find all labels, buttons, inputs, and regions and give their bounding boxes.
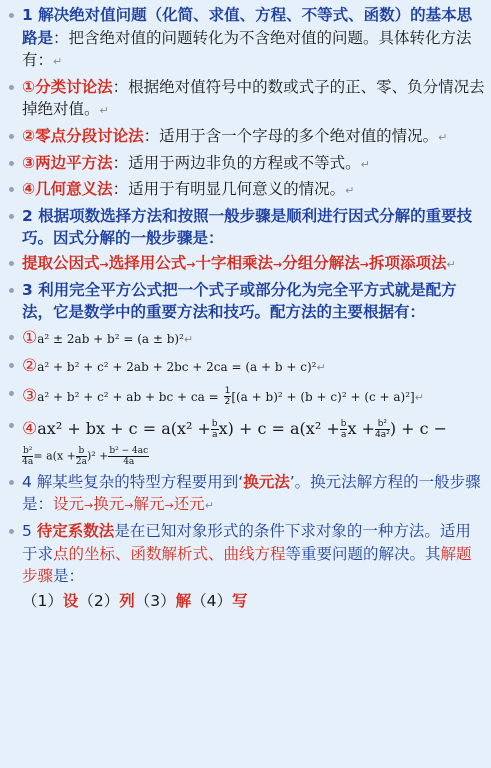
absolute-value-heading: 1 解决绝对值问题（化简、求值、方程、不等式、函数）的基本思路是	[22, 6, 473, 47]
step-order: （3）	[134, 591, 176, 610]
fraction: $\frac{1}{2}$	[224, 385, 231, 407]
formula-lhs: a² + b² + c² + ab + bc + ca =	[37, 389, 219, 404]
formula-2	[6, 354, 485, 380]
method-text: ：适用于含一个字母的多个绝对值的情况。	[143, 126, 439, 145]
step: 设元	[53, 495, 85, 514]
solution-steps	[6, 590, 485, 612]
step: 分组分解法	[282, 253, 360, 272]
fraction: $\frac{\text{b² − 4ac}}{4a}$	[109, 445, 149, 467]
paragraph-mark: ↵	[345, 184, 355, 198]
method-zero-point	[6, 125, 485, 150]
step: 拆项添项法	[368, 253, 447, 272]
formula-part: )² +	[86, 449, 109, 463]
arrow: →	[272, 257, 283, 271]
arrow: →	[124, 499, 134, 513]
method-title: ③两边平方法	[22, 153, 113, 172]
method-title: ④几何意义法	[22, 180, 113, 199]
step: 十字相乘法	[195, 253, 273, 272]
paragraph-factoring	[6, 205, 485, 250]
method-text: ：根据绝对值符号中的数或式子的正、零、负分情况去掉绝对值。	[22, 77, 485, 119]
substitution-text: ’。换元法解方程的一般步骤是：	[22, 472, 481, 514]
step: 换元	[93, 495, 125, 514]
formula-part: x +	[347, 418, 375, 438]
step: 选择用公式	[108, 253, 187, 272]
formula-rhs: [(a + b)² + (b + c)² + (c + a)²]	[231, 389, 415, 404]
text: 等重要问题的解决。其	[285, 544, 441, 563]
method-text: ：适用于两边非负的方程或不等式。	[112, 153, 361, 172]
substitution-term: 换元法	[243, 472, 290, 491]
absolute-value-text: ：把含绝对值的问题转化为不含绝对值的问题。具体转化方法有：	[22, 28, 472, 70]
formula-1	[6, 326, 485, 352]
paragraph-mark: ↵	[316, 360, 326, 374]
paragraph-mark: ↵	[360, 157, 370, 171]
substitution-text: 4 解某些复杂的特型方程要用到‘	[22, 472, 244, 491]
formula-part: x) + c = a(x² +	[218, 418, 340, 438]
paragraph-mark: ↵	[99, 104, 109, 118]
step: 解元	[133, 495, 165, 514]
factoring-text: 2 根据项数选择方法和按照一般步骤是顺利进行因式分解的重要技巧。因式分解的一般步骤是：	[22, 206, 473, 248]
arrow: →	[359, 257, 369, 271]
step-word: 设	[62, 591, 79, 610]
step: 提取公因式	[22, 253, 100, 272]
paragraph-mark: ↵	[183, 332, 194, 346]
step: 还元	[173, 495, 205, 514]
formula-part: ) + c −	[389, 418, 448, 438]
method-text: ：适用于有明显几何意义的情况。	[112, 180, 346, 199]
fraction: $\frac{b}{2a}$	[75, 445, 87, 467]
arrow: →	[99, 257, 109, 271]
formula-number: ①	[22, 327, 38, 348]
formula-4	[6, 414, 485, 444]
paragraph-mark: ↵	[53, 55, 63, 69]
formula-text: a² ± 2ab + b² = (a ± b)²	[37, 331, 184, 346]
method-title: ①分类讨论法	[22, 77, 113, 96]
method-term: 待定系数法	[36, 521, 115, 540]
formula-number: ③	[22, 385, 38, 406]
step-word: 解	[175, 591, 192, 610]
step-order: （2）	[78, 591, 120, 610]
fraction: $\frac{\text{b²}}{4a}$	[22, 445, 34, 467]
paragraph-mark: ↵	[438, 130, 448, 144]
method-square-both-sides	[6, 152, 485, 177]
step-order: （4）	[191, 591, 233, 610]
paragraph-substitution	[6, 471, 485, 518]
paragraph-mark: ↵	[204, 499, 214, 513]
formula-3	[6, 382, 485, 412]
formula-number: ④	[22, 418, 38, 439]
steps-term: 解题步骤	[22, 544, 472, 586]
step-order: （1）	[22, 591, 63, 610]
formula-text: a² + b² + c² + 2ab + 2bc + 2ca = (a + b + c)²	[37, 359, 317, 374]
text: 是：	[53, 567, 85, 586]
text: 5	[22, 521, 37, 540]
fraction: $\frac{b}{a}$	[211, 418, 218, 440]
formula-4-continuation	[6, 446, 485, 467]
arrow: →	[186, 257, 196, 271]
method-title: ②零点分段讨论法	[22, 126, 144, 145]
formula-part: = a(x +	[33, 449, 76, 463]
completing-square-text: 3 利用完全平方公式把一个式子或部分化为完全平方式就是配方法，它是数学中的重要方法和技巧。配方法的主要根据有：	[22, 280, 457, 322]
paragraph-absolute-value	[6, 4, 485, 74]
paragraph-mark: ↵	[414, 390, 424, 404]
step-word: 写	[232, 591, 248, 610]
arrow: →	[164, 499, 174, 513]
paragraph-mark: ↵	[446, 257, 456, 271]
applications: 点的坐标、函数解析式、曲线方程	[53, 544, 286, 563]
formula-number: ②	[22, 355, 38, 376]
method-classification	[6, 76, 485, 123]
method-geometric	[6, 178, 485, 203]
fraction: $\frac{b}{a}$	[340, 418, 347, 440]
fraction: $\frac{\text{b²}}{\text{4a²}}$	[374, 418, 390, 440]
formula-part: ax² + bx + c = a(x² +	[37, 418, 211, 438]
paragraph-undetermined-coefficients	[6, 520, 485, 588]
arrow: →	[84, 499, 94, 513]
paragraph-completing-square	[6, 279, 485, 324]
factoring-steps	[6, 252, 485, 277]
text: 是在已知对象形式的条件下求对象的一种方法。适用于求	[22, 521, 471, 563]
step-word: 列	[119, 591, 135, 610]
